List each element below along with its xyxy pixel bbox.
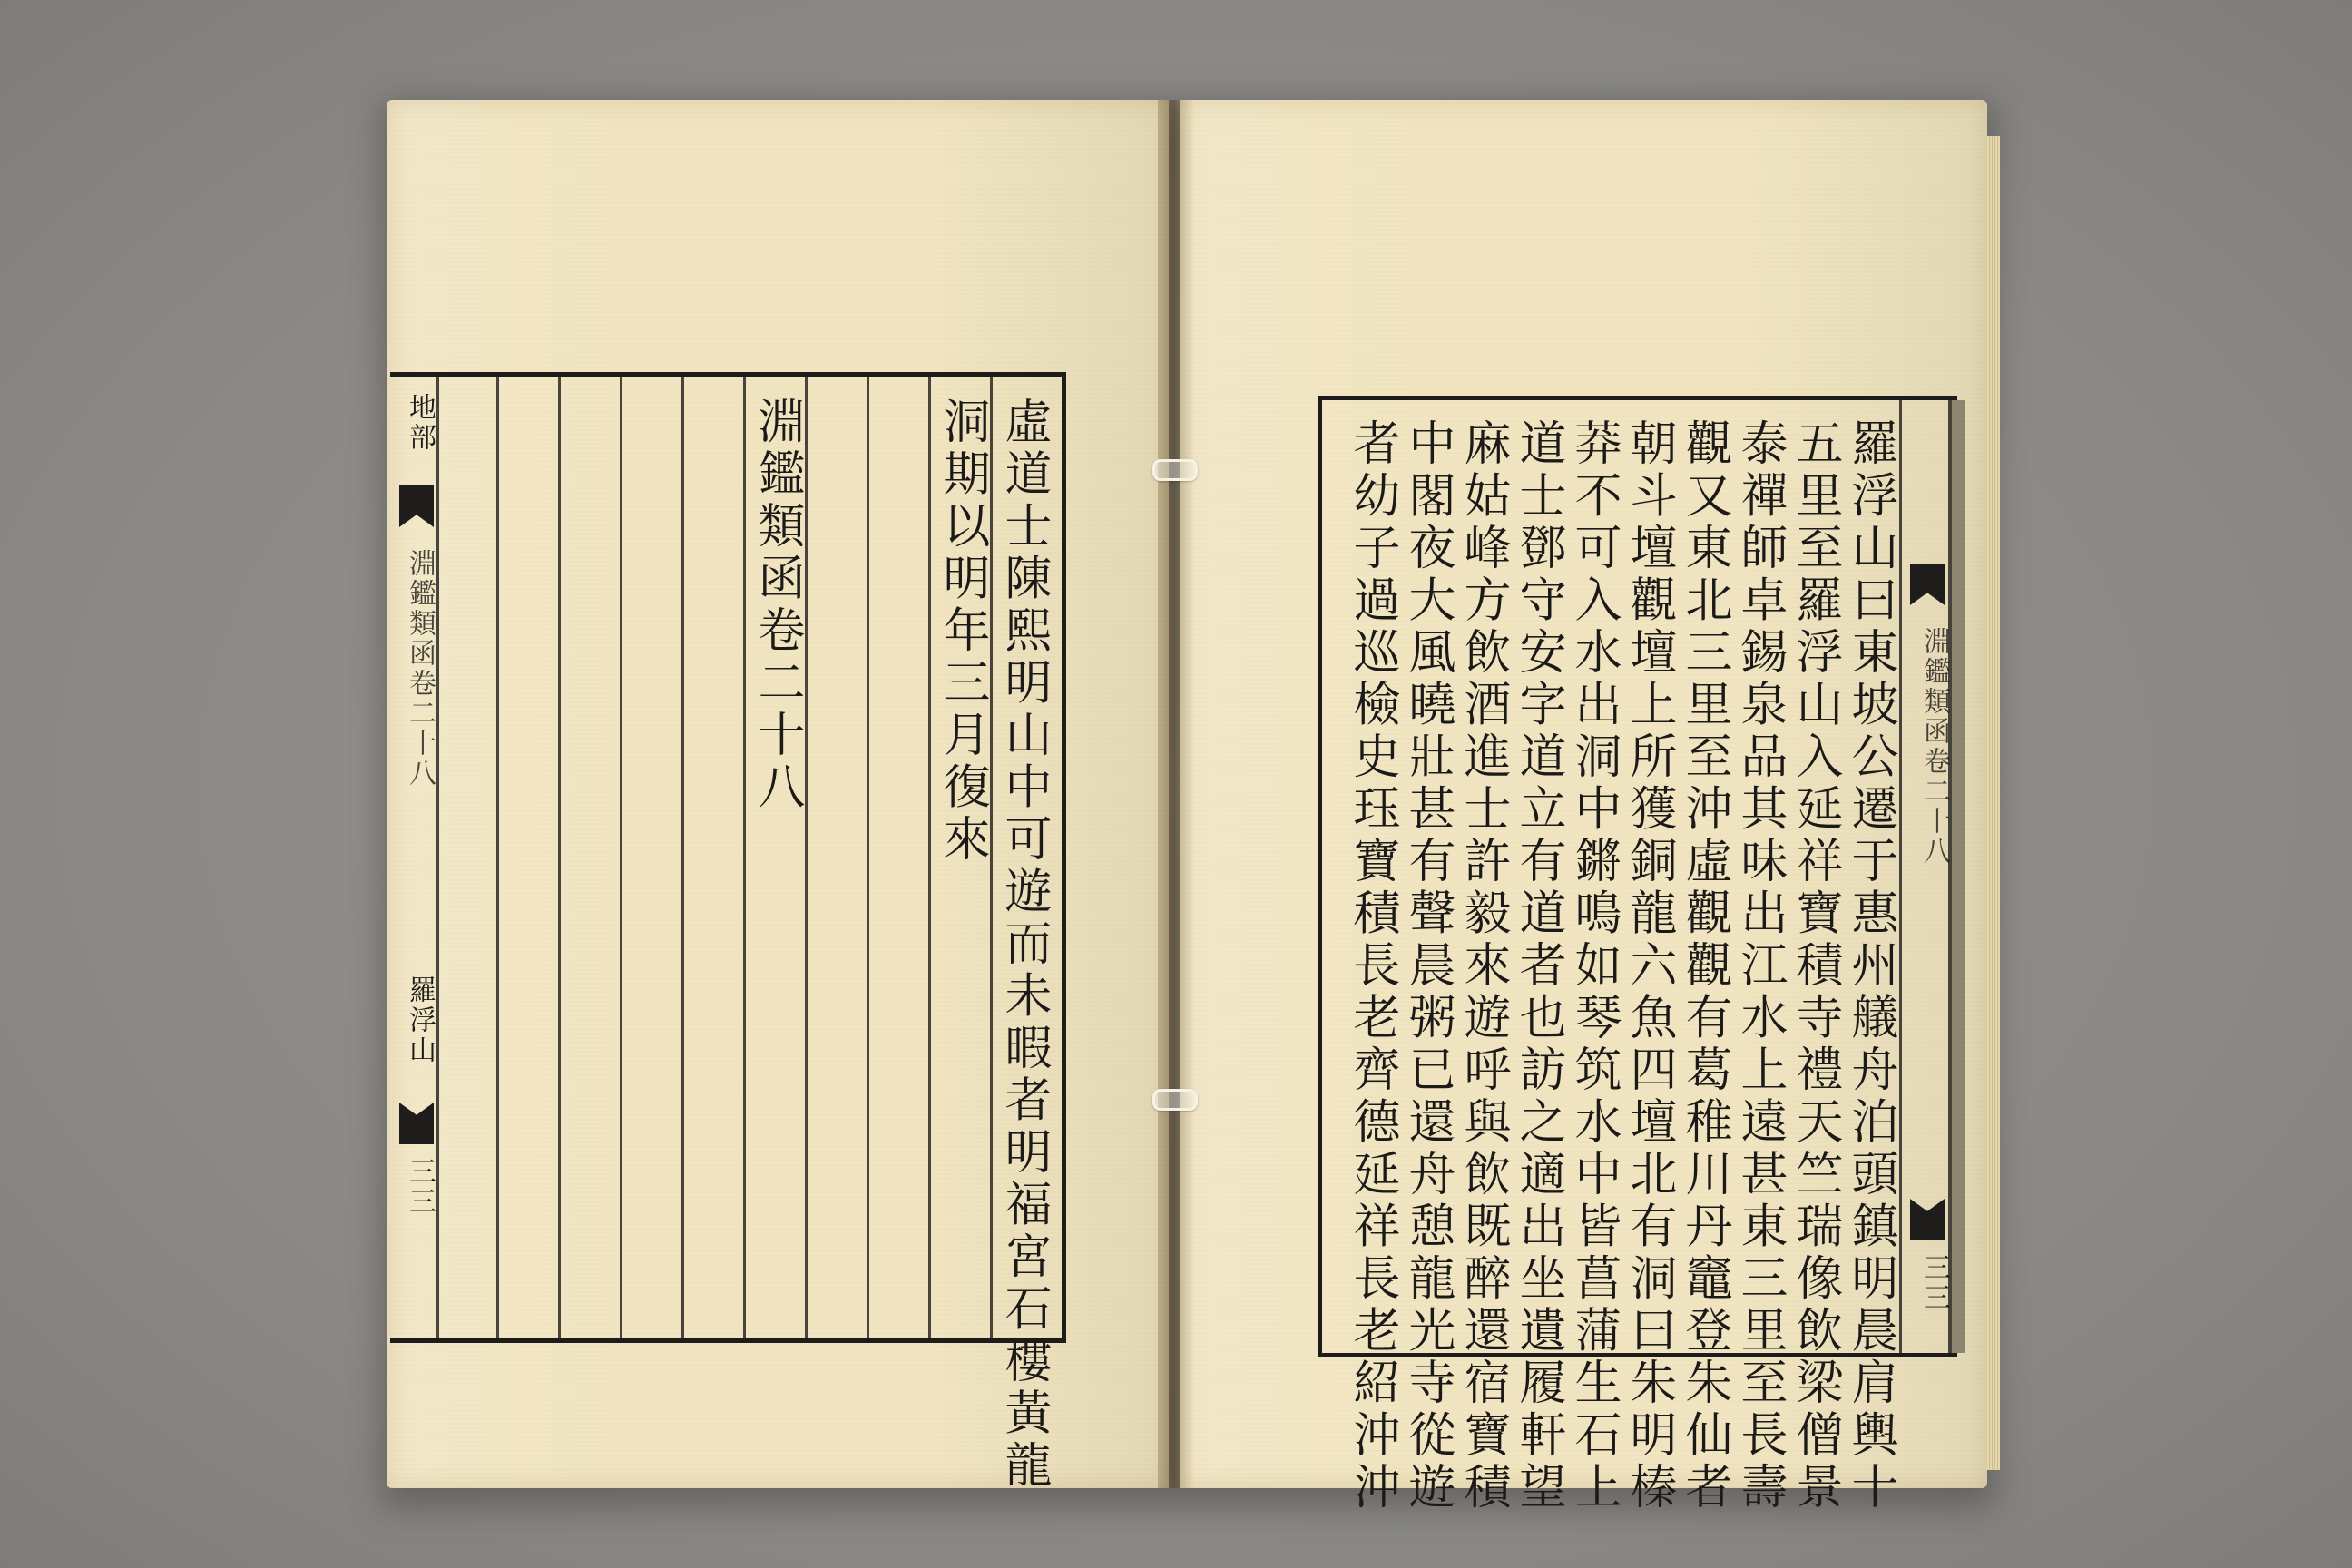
column-rule bbox=[805, 377, 808, 1338]
column-rule bbox=[620, 377, 622, 1338]
page-edge-stack bbox=[1987, 136, 2000, 1470]
text-column-1: 羅浮山曰東坡公遷于惠州艤舟泊頭鎮明晨肩輿十 bbox=[1843, 418, 1897, 1514]
column-rule bbox=[1899, 400, 1902, 1353]
text-column-4: 觀又東北三里至沖虛觀觀有葛稚川丹竈登朱仙者 bbox=[1677, 418, 1731, 1514]
column-rule bbox=[496, 377, 499, 1338]
text-column-2: 五里至羅浮山入延祥寶積寺禮天竺瑞像飲梁僧景 bbox=[1788, 418, 1842, 1514]
heart-fish-top bbox=[1910, 564, 1945, 605]
column-rule bbox=[558, 377, 561, 1338]
right-page bbox=[1180, 100, 1987, 1514]
heart-fish-top bbox=[399, 485, 434, 527]
left-page bbox=[387, 100, 1169, 1493]
heart-page-no: 三三 bbox=[1918, 1253, 1950, 1313]
text-column-10: 者幼子過巡檢史珏寶積長老齊德延祥長老紹沖沖 bbox=[1345, 418, 1399, 1514]
left-page-frame bbox=[390, 372, 1066, 1493]
text-column-5: 朝斗壇觀壇上所獲銅龍六魚四壇北有洞曰朱明榛 bbox=[1622, 418, 1676, 1514]
volume-closing-title: 淵鑑類函卷二十八 bbox=[750, 397, 804, 814]
text-column-8: 麻姑峰方飲酒進士許毅來遊呼與飲既醉還宿寶積 bbox=[1455, 418, 1510, 1514]
heart-title: 淵鑑類函卷二十八 bbox=[1918, 627, 1950, 867]
heart-subject: 羅浮山 bbox=[404, 975, 436, 1065]
heart-fish-bottom bbox=[1910, 1199, 1945, 1240]
binding-thread-top bbox=[1152, 459, 1198, 481]
heart-section: 地部 bbox=[404, 393, 436, 453]
text-column-3: 泰禪師卓錫泉品其味出江水上遠甚東三里至長壽 bbox=[1732, 418, 1787, 1514]
book-gutter bbox=[1158, 100, 1194, 1488]
heart-page-no: 三三 bbox=[404, 1157, 436, 1217]
right-page-frame bbox=[1318, 396, 1957, 1514]
text-column-2: 洞期以明年三月復來 bbox=[935, 397, 989, 867]
column-rule bbox=[867, 377, 869, 1338]
text-column-1: 虛道士陳熙明山中可遊而未暇者明福宮石樓黃龍 bbox=[996, 397, 1051, 1493]
column-rule bbox=[990, 377, 993, 1338]
column-rule bbox=[743, 377, 746, 1338]
heart-fish-bottom bbox=[399, 1102, 434, 1144]
heart-title: 淵鑑類函卷二十八 bbox=[404, 549, 436, 789]
text-column-9: 中閣夜大風曉壯甚有聲晨粥已還舟憩龍光寺從遊 bbox=[1400, 418, 1455, 1514]
text-column-7: 道士鄧守安字道立有道者也訪之適出坐遺履軒望 bbox=[1511, 418, 1565, 1514]
text-column-6: 莽不可入水出洞中鏘鳴如琴筑水中皆菖蒲生石上 bbox=[1566, 418, 1621, 1514]
column-rule bbox=[681, 377, 684, 1338]
binding-thread-bottom bbox=[1152, 1089, 1198, 1111]
heart-ink-block bbox=[1952, 400, 1965, 1353]
column-rule bbox=[928, 377, 931, 1338]
